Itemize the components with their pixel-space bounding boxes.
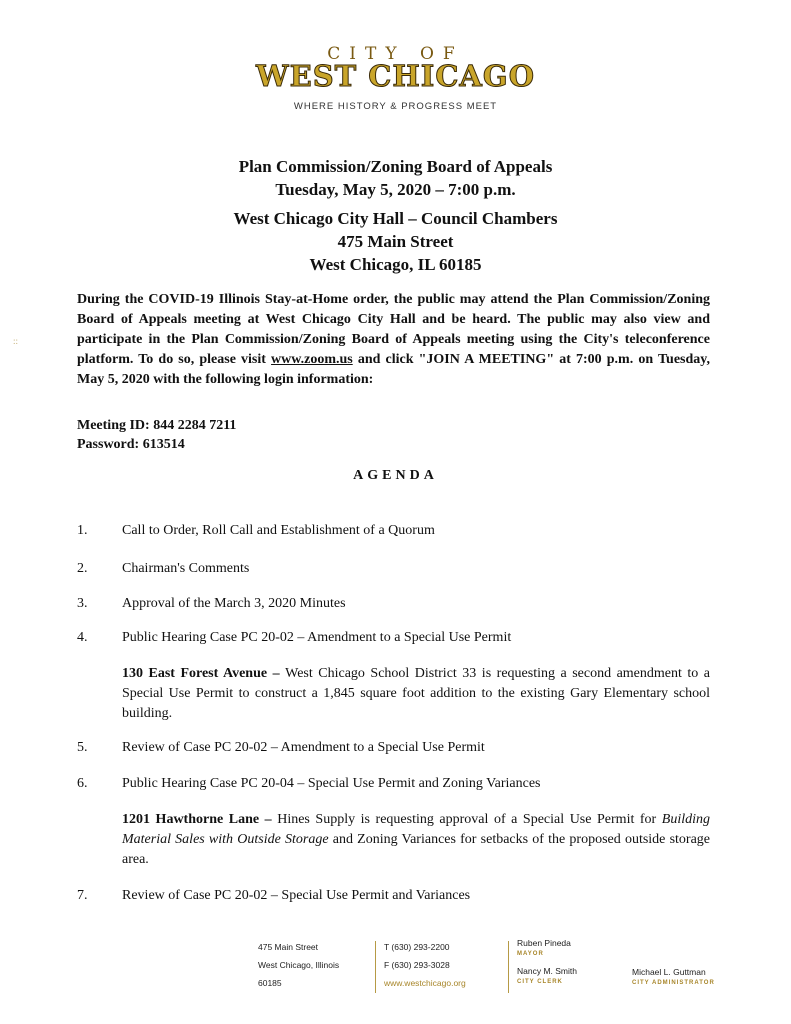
margin-mark: ::	[13, 336, 19, 346]
footer-fax: F (630) 293-3028	[384, 960, 450, 970]
intro-text-end: and click "JOIN A MEETING" at 7:00 p.m. on Tuesday, May 5, 2020 with the following login information:	[77, 352, 710, 387]
agenda-title: AGENDA	[353, 468, 438, 483]
administrator-name: Michael L. Guttman	[632, 967, 706, 977]
meeting-id: Meeting ID: 844 2284 7211	[77, 418, 237, 433]
agenda-item-number: 4.	[77, 630, 88, 645]
agenda-item-text: Review of Case PC 20-02 – Special Use Permit and Variances	[122, 888, 471, 903]
meeting-datetime: Tuesday, May 5, 2020 – 7:00 p.m.	[275, 180, 516, 199]
meeting-password: Password: 613514	[77, 437, 185, 452]
agenda-item-text: Approval of the March 3, 2020 Minutes	[122, 596, 346, 611]
detail-text-italic: Building Material Sales with Outside Storage	[122, 812, 711, 847]
footer-address-line: 475 Main Street	[258, 942, 319, 952]
venue-street: 475 Main Street	[337, 232, 454, 251]
agenda-item-text: Call to Order, Roll Call and Establishment of a Quorum	[122, 523, 435, 538]
agenda-item-text: Chairman's Comments	[122, 561, 250, 576]
logo-city-name: WEST CHICAGO	[256, 59, 535, 93]
agenda-item-4-detail	[122, 664, 710, 724]
footer-divider	[508, 941, 509, 993]
detail-address: 130 East Forest Avenue –	[122, 666, 286, 681]
intro-paragraph	[77, 290, 710, 390]
agenda-item-number: 3.	[77, 596, 88, 611]
agenda-item-number: 5.	[77, 740, 88, 755]
detail-text: and Zoning Variances for setbacks of the proposed outside storage area.	[122, 832, 711, 867]
mayor-role: MAYOR	[517, 951, 544, 957]
footer-administrator	[632, 967, 715, 989]
agenda-item-number: 1.	[77, 523, 88, 538]
agenda-item-number: 2.	[77, 561, 88, 576]
agenda-item-number: 6.	[77, 776, 88, 791]
board-title: Plan Commission/Zoning Board of Appeals	[238, 157, 553, 176]
footer-address-line: 60185	[258, 978, 282, 988]
logo-city-of: CITY OF	[327, 44, 464, 64]
detail-text: West Chicago School District 33 is requesting a second amendment to a Special Use Permit to construct a 1,845 square foot addition to the existing Gary Elementary school building.	[122, 666, 710, 721]
meeting-venue: West Chicago City Hall – Council Chambers	[233, 209, 558, 228]
logo-tagline: WHERE HISTORY & PROGRESS MEET	[293, 101, 498, 112]
mayor-name: Ruben Pineda	[517, 938, 571, 948]
agenda-item-number: 7.	[77, 888, 88, 903]
footer-contact	[384, 938, 466, 992]
detail-address: 1201 Hawthorne Lane –	[122, 812, 278, 827]
footer-phone: T (630) 293-2200	[384, 942, 450, 952]
clerk-role: CITY CLERK	[517, 979, 563, 985]
detail-text: Hines Supply is requesting approval of a Special Use Permit for	[277, 812, 662, 827]
clerk-name: Nancy M. Smith	[517, 966, 577, 976]
footer-address	[258, 938, 339, 992]
footer-officials	[517, 938, 577, 988]
agenda-item-6-detail	[122, 810, 710, 870]
footer-website-link[interactable]: www.westchicago.org	[384, 978, 466, 988]
footer-divider	[375, 941, 376, 993]
zoom-link[interactable]: www.zoom.us	[271, 352, 353, 367]
administrator-role: CITY ADMINISTRATOR	[632, 980, 715, 986]
venue-city: West Chicago, IL 60185	[309, 255, 482, 274]
agenda-item-text: Public Hearing Case PC 20-02 – Amendment to a Special Use Permit	[122, 630, 512, 645]
agenda-item-text: Review of Case PC 20-02 – Amendment to a Special Use Permit	[122, 740, 485, 755]
footer-address-line: West Chicago, Illinois	[258, 960, 340, 970]
intro-text: During the COVID-19 Illinois Stay-at-Home order, the public may attend the Plan Commission/Zoning Board of Appeals meeting at West Chicago City Hall and be heard. The public may also view and participate in the Plan Commission/Zoning Board of Appeals meeting using the City's teleconference platform. To do so, please visit	[77, 292, 710, 367]
agenda-item-text: Public Hearing Case PC 20-04 – Special Use Permit and Zoning Variances	[122, 776, 541, 791]
